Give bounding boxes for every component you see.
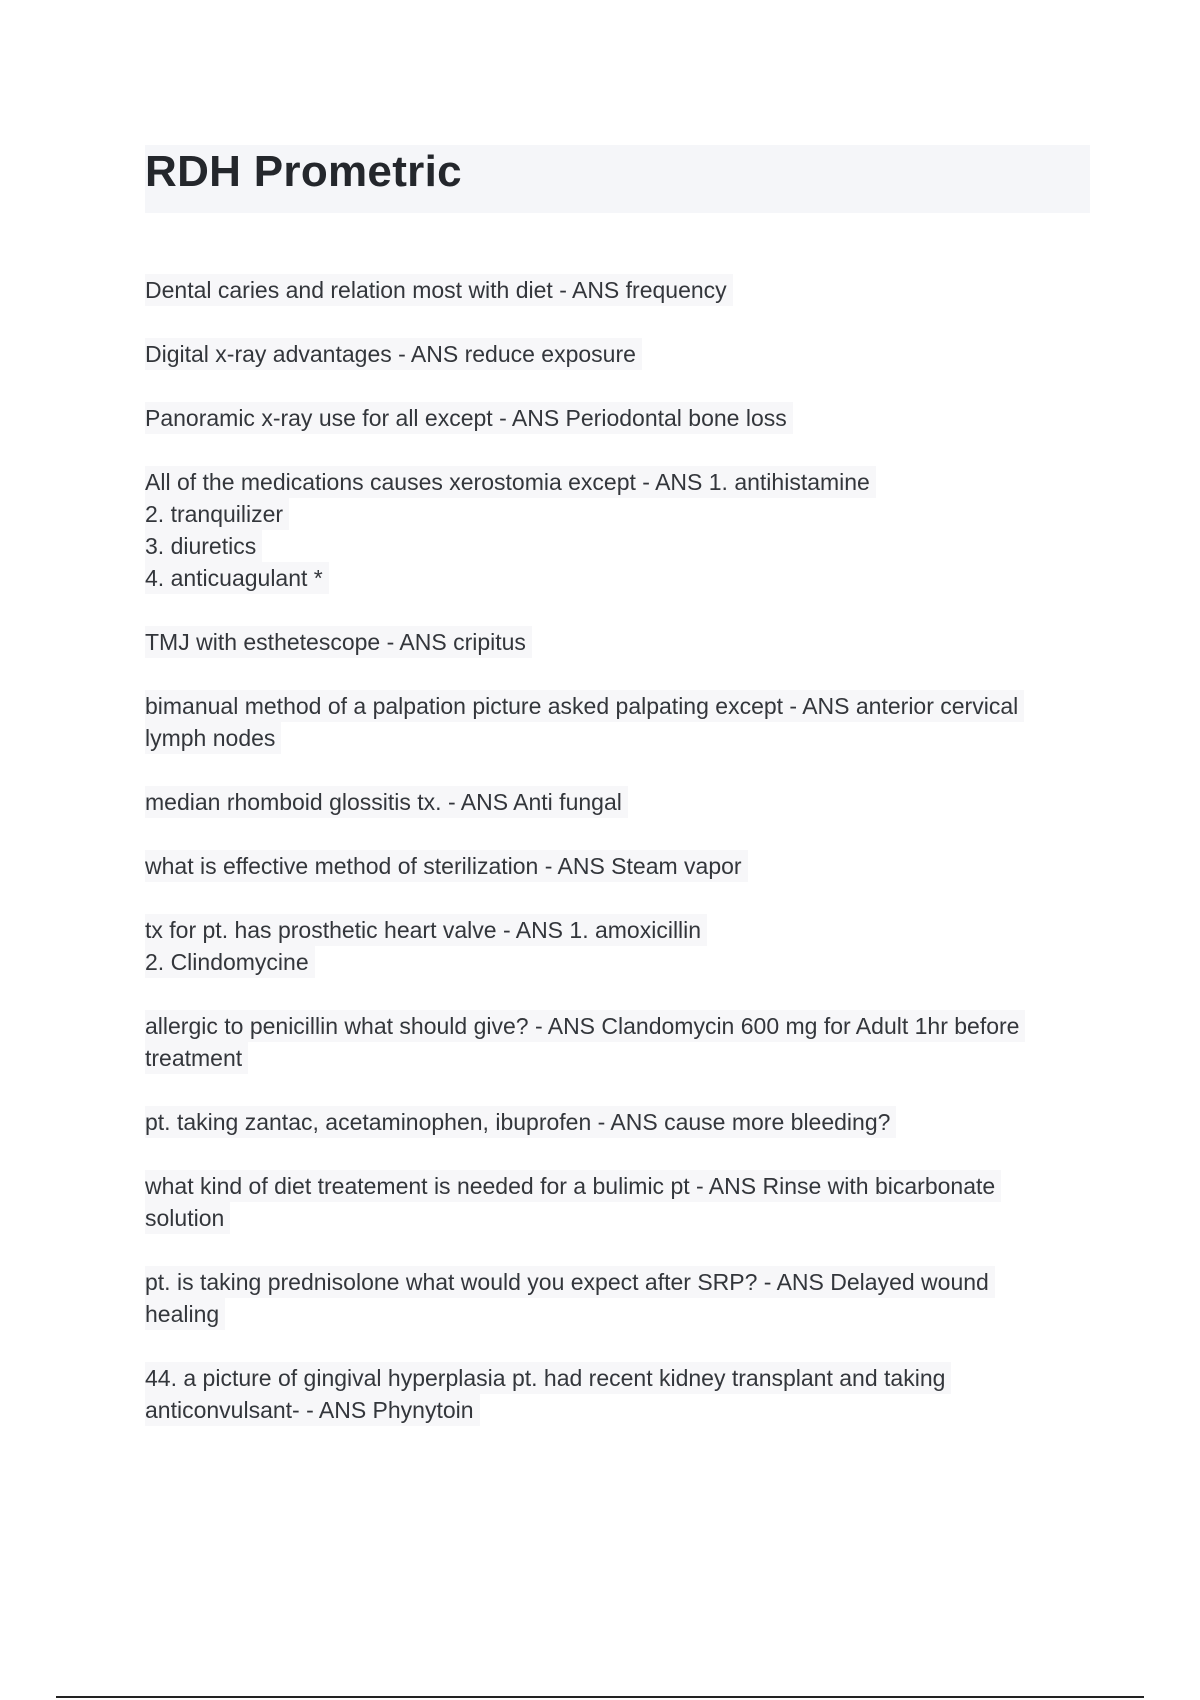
qa-item: [145, 466, 1090, 594]
qa-line-row: [145, 498, 1090, 530]
qa-line-row: [145, 1042, 1090, 1074]
qa-line: healing: [145, 1298, 225, 1330]
qa-line-row: [145, 1266, 1090, 1298]
qa-item: [145, 1010, 1090, 1074]
qa-item: [145, 1362, 1090, 1426]
qa-line: Dental caries and relation most with diet - ANS frequency: [145, 274, 733, 306]
qa-line-row: [145, 402, 1090, 434]
qa-line: pt. taking zantac, acetaminophen, ibuprofen - ANS cause more bleeding?: [145, 1106, 896, 1138]
qa-line: pt. is taking prednisolone what would you expect after SRP? - ANS Delayed wound: [145, 1266, 995, 1298]
qa-line-row: [145, 338, 1090, 370]
qa-line-row: [145, 1362, 1090, 1394]
qa-item: [145, 1106, 1090, 1138]
qa-line-row: [145, 690, 1090, 722]
qa-line-row: [145, 466, 1090, 498]
qa-line-row: [145, 1298, 1090, 1330]
qa-line: median rhomboid glossitis tx. - ANS Anti fungal: [145, 786, 628, 818]
qa-line: treatment: [145, 1042, 248, 1074]
qa-item: [145, 338, 1090, 370]
qa-line: tx for pt. has prosthetic heart valve - ANS 1. amoxicillin: [145, 914, 707, 946]
qa-line: Digital x-ray advantages - ANS reduce exposure: [145, 338, 642, 370]
qa-line: solution: [145, 1202, 230, 1234]
qa-line-row: [145, 1106, 1090, 1138]
qa-line: lymph nodes: [145, 722, 281, 754]
qa-line: 3. diuretics: [145, 530, 262, 562]
qa-line: All of the medications causes xerostomia except - ANS 1. antihistamine: [145, 466, 876, 498]
qa-item: [145, 1170, 1090, 1234]
footer-rule: [56, 1696, 1144, 1698]
qa-list: [145, 274, 1090, 1458]
qa-item: [145, 690, 1090, 754]
qa-line: 2. Clindomycine: [145, 946, 315, 978]
qa-item: [145, 402, 1090, 434]
qa-line: what kind of diet treatement is needed for a bulimic pt - ANS Rinse with bicarbonate: [145, 1170, 1001, 1202]
qa-line: bimanual method of a palpation picture asked palpating except - ANS anterior cervical: [145, 690, 1024, 722]
qa-line: what is effective method of sterilization - ANS Steam vapor: [145, 850, 748, 882]
qa-line-row: [145, 914, 1090, 946]
qa-line-row: [145, 850, 1090, 882]
qa-line: TMJ with esthetescope - ANS cripitus: [145, 626, 532, 658]
qa-item: [145, 850, 1090, 882]
qa-line: 2. tranquilizer: [145, 498, 289, 530]
page-title: RDH Prometric: [145, 147, 462, 196]
qa-line-row: [145, 274, 1090, 306]
qa-line: allergic to penicillin what should give? - ANS Clandomycin 600 mg for Adult 1hr before: [145, 1010, 1025, 1042]
qa-line-row: [145, 1010, 1090, 1042]
qa-line: 4. anticuagulant *: [145, 562, 329, 594]
qa-line-row: [145, 946, 1090, 978]
qa-item: [145, 626, 1090, 658]
qa-line-row: [145, 530, 1090, 562]
qa-line-row: [145, 1170, 1090, 1202]
qa-line: Panoramic x-ray use for all except - ANS Periodontal bone loss: [145, 402, 793, 434]
qa-line-row: [145, 626, 1090, 658]
qa-item: [145, 1266, 1090, 1330]
qa-line-row: [145, 1394, 1090, 1426]
qa-line-row: [145, 562, 1090, 594]
qa-line-row: [145, 786, 1090, 818]
qa-item: [145, 786, 1090, 818]
qa-item: [145, 274, 1090, 306]
qa-line-row: [145, 722, 1090, 754]
qa-item: [145, 914, 1090, 978]
qa-line: anticonvulsant- - ANS Phynytoin: [145, 1394, 480, 1426]
qa-line: 44. a picture of gingival hyperplasia pt. had recent kidney transplant and taking: [145, 1362, 951, 1394]
qa-line-row: [145, 1202, 1090, 1234]
